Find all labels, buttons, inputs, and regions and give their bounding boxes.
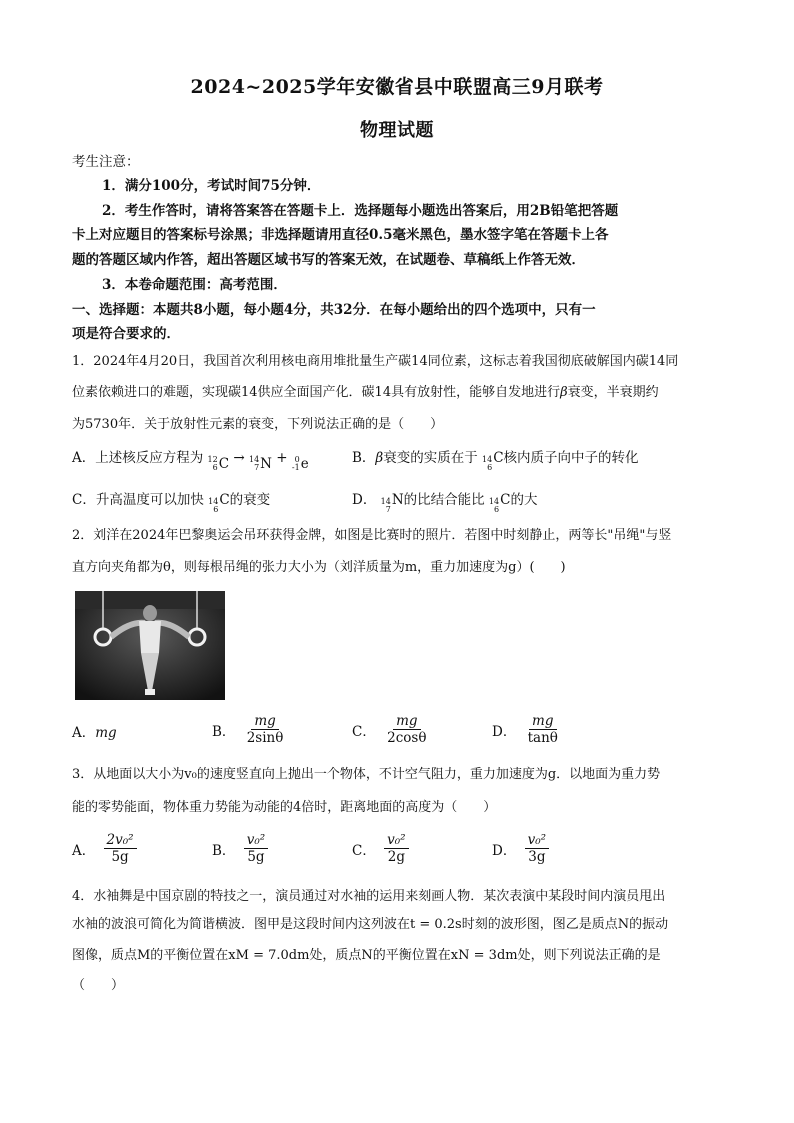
q4-line-1: 4．水袖舞是中国京剧的特技之一，演员通过对水袖的运用来刻画人物．某次表演中某段时间内演员甩出: [72, 889, 666, 904]
q3-line-1: 3．从地面以大小为v₀的速度竖直向上抛出一个物体，不计空气阻力，重力加速度为g．以地面为重力势: [72, 767, 661, 782]
q3-option-d[interactable]: D． $\frac{\text{v₀²}}{3g}$: [492, 832, 549, 866]
q2-option-c[interactable]: C． $\frac{mg}{2\cos\theta}$: [352, 713, 427, 746]
q3-line-2: 能的零势能面，物体重力势能为动能的4倍时，距离地面的高度为（ ）: [72, 800, 497, 815]
q1-option-a[interactable]: A．上述核反应方程为 12 6 C → 14 7 N + 0 -1 e: [72, 450, 309, 472]
q2-line-1: 2．刘洋在2024年巴黎奥运会吊环获得金牌，如图是比赛时的照片．若图中时刻静止，两等长"吊绳"与竖: [72, 528, 672, 543]
gymnast-rings-illustration: [75, 591, 225, 700]
q2-option-a[interactable]: A．mg: [72, 725, 117, 741]
q1-option-b[interactable]: B．β衰变的实质在于 14 6 C核内质子向中子的转化: [352, 450, 639, 472]
section-heading-cont: 项是符合要求的．: [72, 326, 180, 342]
q4-line-3: 图像，质点M的平衡位置在xM = 7.0dm处，质点N的平衡位置在xN = 3dm处，则下列说法正确的是: [72, 948, 661, 963]
notice-item-2-cont2: 题的答题区域内作答，超出答题区域书写的答案无效，在试题卷、草稿纸上作答无效．: [72, 252, 585, 268]
q3-option-b[interactable]: B． $\frac{\text{v₀²}}{5g}$: [212, 832, 268, 866]
q3-option-a[interactable]: A． $\frac{\text{2v₀²}}{5g}$: [72, 832, 137, 866]
q1-option-d[interactable]: D． 14 7 N的比结合能比 14 6 C的大: [352, 492, 538, 514]
notice-item-3: 3．本卷命题范围：高考范围．: [102, 277, 287, 293]
q2-line-2: 直方向夹角都为θ，则每根吊绳的张力大小为（刘洋质量为m，重力加速度为g）( ): [72, 560, 566, 575]
q4-line-2: 水袖的波浪可简化为简谐横波．图甲是这段时间内这列波在t = 0.2s时刻的波形图，图乙是质点N的振动: [72, 917, 669, 932]
q1-option-c[interactable]: C．升高温度可以加快 14 6 C的衰变: [72, 492, 271, 514]
notice-heading: 考生注意：: [72, 154, 140, 170]
exam-subtitle: 物理试题: [360, 120, 434, 141]
q1-line-2: 位素依赖进口的难题，实现碳14供应全面国产化．碳14具有放射性，能够自发地进行β衰变，半衰期约: [72, 385, 659, 400]
exam-title: 2024~2025学年安徽省县中联盟高三9月联考: [190, 76, 604, 98]
q4-line-4: （ ）: [72, 978, 125, 993]
q1-line-1: 1．2024年4月20日，我国首次利用核电商用堆批量生产碳14同位素，这标志着我国彻底破解国内碳14同: [72, 354, 679, 369]
notice-item-2: 2．考生作答时，请将答案答在答题卡上．选择题每小题选出答案后，用2B铅笔把答题: [102, 203, 619, 219]
notice-item-1: 1．满分100分，考试时间75分钟．: [102, 178, 321, 194]
q1-line-3: 为5730年．关于放射性元素的衰变，下列说法正确的是（ ）: [72, 417, 444, 432]
q2-option-b[interactable]: B． $\frac{mg}{2\sin\theta}$: [212, 713, 284, 746]
gymnast-rings-photo: [75, 591, 225, 700]
section-heading: 一、选择题：本题共8小题，每小题4分，共32分．在每小题给出的四个选项中，只有一: [72, 302, 596, 318]
q2-option-d[interactable]: D． $\frac{mg}{\tan\theta}$: [492, 713, 558, 746]
notice-item-2-cont: 卡上对应题目的答案标号涂黑；非选择题请用直径0.5毫米黑色，墨水签字笔在答题卡上各: [72, 227, 609, 243]
q3-option-c[interactable]: C． $\frac{\text{v₀²}}{2g}$: [352, 832, 409, 866]
